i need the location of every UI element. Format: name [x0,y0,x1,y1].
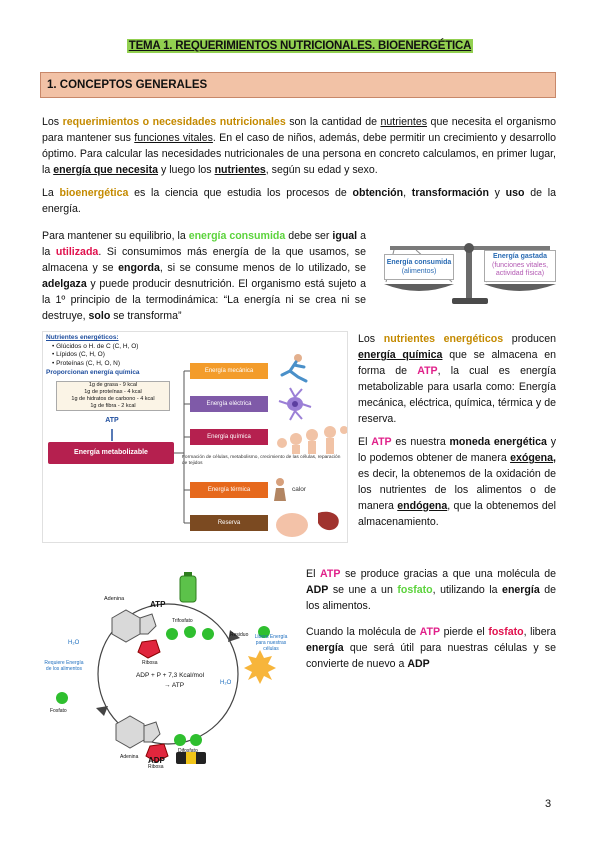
section-heading: 1. CONCEPTOS GENERALES [40,72,556,98]
paragraph-atp-produccion: El ATP se produce gracias a que una molécula de ADP se une a un fosfato, utilizando la energía de los alimentos. [306,568,556,612]
nutrients-list: Nutrientes energéticos: • Glúcidos o H. de C (C, H, O) • Lípidos (C, H, O) • Proteínas (C, H, O, N) Proporcionan energía química [46,334,140,376]
balance-left-label: Energía consumida (alimentos) [384,254,454,280]
libera-energia-label: Libera Energía para nuestras células [254,634,288,652]
atp-label: ATP [105,417,119,424]
paragraph-atp-moneda: El ATP es nuestra moneda energética y lo podemos obtener de manera exógena, es decir, la obtenemos de la oxidación de los nutrientes de los alimentos o de manera endógena, que la obtenemos del almacenamiento. [358,436,557,528]
reaction-atp-label: → ATP [163,682,185,689]
atp-cycle-diagram [44,566,292,776]
residuo-label: Residuo [230,632,249,638]
adenina-top-label: Adenina [104,596,125,602]
output-quimica: Energía química [190,429,268,445]
kcal-table: 1g de grasa - 9 kcal 1g de proteínas - 4 kcal 1g de hidratos de carbono - 4 kcal 1g de fibra - 2 kcal [56,381,170,411]
h2o-right-label: H₂O [220,680,232,686]
chem-note: Formación de células, metabolismo, crecimiento de las células, reparación de tejidos [182,455,341,466]
reaction-label: ADP + P + 7,3 Kcal/mol [135,672,205,679]
paragraph-bioenergetica: La bioenergética es la ciencia que estudia los procesos de obtención, transformación y uso de la energía. [42,187,556,215]
paragraph-requerimientos: Los requerimientos o necesidades nutricionales son la cantidad de nutrientes que necesita el organismo para mantener sus funciones vitales. En el caso de niños, además, debe permitir un crecimiento y desarrollo óptimo. Para calcular las necesidades nutricionales de una persona en concreto calculamos, en primer lugar, la energía que necesita y luego los nutrientes, según su edad y sexo. [42,116,557,176]
paragraph-nutrientes-energeticos: Los nutrientes energéticos producen energía química que se almacena en forma de ATP, la cual es energía metabolizable para usarla como: Energía mecánica, eléctrica, química, térmica y de reserva. [358,333,557,425]
requiere-energia-label: Requiere Energía de los alimentos [44,660,84,672]
ribosa-bottom-label: Ribosa [148,764,164,770]
balance-right-label: Energía gastada (funciones vitales, actividad física) [484,250,556,282]
adenina-bottom-label: Adenina [120,754,139,760]
difosfato-label: Difosfato [178,748,198,754]
output-termica: Energía térmica [190,482,268,498]
energy-diagram-frame [42,331,348,543]
output-reserva: Reserva [190,515,268,531]
fosfato-label: Fosfato [50,708,67,714]
h2o-left-label: H₂O [68,640,80,646]
adp-cycle-label: ADP [148,756,165,765]
output-mecanica: Energía mecánica [190,363,268,379]
trifosfato-label: Trifosfato [172,618,193,624]
atp-cycle-label: ATP [150,600,166,609]
calor-label: calor [292,486,307,493]
metabolizable-box: Energía metabolizable [48,442,174,464]
balance-scale-illustration [382,240,558,308]
ribosa-top-label: Ribosa [142,660,158,666]
paragraph-atp-liberacion: Cuando la molécula de ATP pierde el fosfato, libera energía que será útil para nuestras células y se convierte de nuevo a ADP [306,626,557,670]
output-electrica: Energía eléctrica [190,396,268,412]
paragraph-equilibrio: Para mantener su equilibrio, la energía consumida debe ser igual a la utilizada. Si consumimos más energía de la que usamos, se almacena y se engorda, si se consume menos de lo utilizado, se adelgaza y puede producir desnutrición. El organismo está sujeto a la 1º principio de la termodinámica: “La energía ni se crea ni se destruye, solo se transforma” [42,230,367,322]
page-title: TEMA 1. REQUERIMIENTOS NUTRICIONALES. BIOENERGÉTICA [128,40,472,52]
page-number: 3 [545,798,552,810]
